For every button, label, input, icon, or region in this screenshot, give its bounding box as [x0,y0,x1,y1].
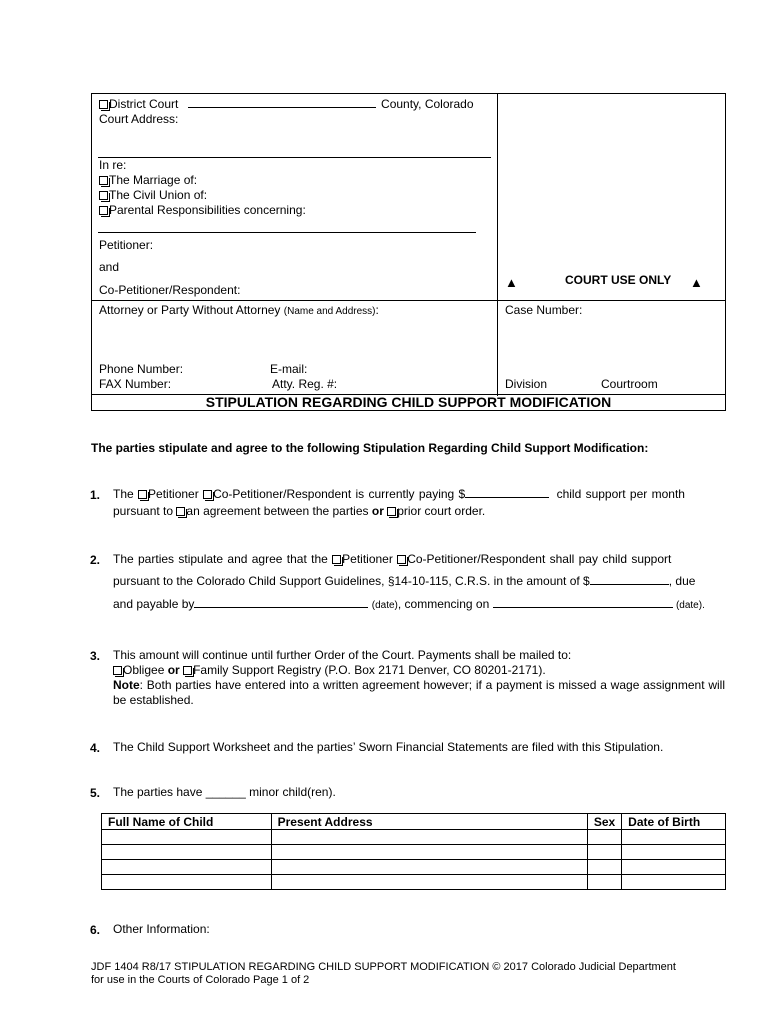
parental-checkbox[interactable] [99,206,108,215]
child-address-cell[interactable] [271,860,587,875]
atty-reg-label: Atty. Reg. #: [272,377,338,391]
item-3-line-2: Obligee or Family Support Registry (P.O. Box 2171 Denver, CO 80201-2171). [113,663,725,678]
item-6: Other Information: [113,922,210,936]
arrow-up-icon: ▲ [505,275,518,290]
item-4: The Child Support Worksheet and the parties’ Sworn Financial Statements are filed with this Stipulation. [113,740,664,754]
registry-checkbox[interactable] [183,666,192,675]
item-number: 6. [90,923,101,937]
item2-petitioner-checkbox[interactable] [332,555,341,564]
commencing-date-field[interactable] [493,597,673,608]
child-address-cell[interactable] [271,845,587,860]
child-dob-cell[interactable] [622,830,726,845]
party-name-line[interactable] [98,232,476,233]
column-header: Date of Birth [622,814,726,830]
marriage-row: The Marriage of: [99,173,197,187]
child-dob-cell[interactable] [622,845,726,860]
item1-petitioner-checkbox[interactable] [138,490,147,499]
attorney-label: Attorney or Party Without Attorney (Name and Address): [99,303,379,317]
child-address-cell[interactable] [271,875,587,890]
child-name-cell[interactable] [102,845,272,860]
child-address-cell[interactable] [271,830,587,845]
item-2: The parties stipulate and agree that the Petitioner Co-Petitioner/Respondent shall pay child support [113,552,672,566]
petitioner-label: Petitioner: [99,238,154,252]
phone-label: Phone Number: [99,362,184,376]
co-petitioner-label: Co-Petitioner/Respondent: [99,283,241,297]
item-1-line-2: pursuant to an agreement between the parties or prior court order. [113,504,486,518]
table-row [102,875,726,890]
child-name-cell[interactable] [102,830,272,845]
item2-co-petitioner-checkbox[interactable] [397,555,406,564]
payable-date-field[interactable] [194,597,368,608]
item-number: 5. [90,786,101,800]
footer-line-1: JDF 1404 R8/17 STIPULATION REGARDING CHILD SUPPORT MODIFICATION © 2017 Colorado Judicial Department [91,961,676,973]
child-sex-cell[interactable] [587,875,621,890]
district-court-row: District Court County, Colorado [99,97,474,111]
child-sex-cell[interactable] [587,830,621,845]
district-court-checkbox[interactable] [99,100,108,109]
child-dob-cell[interactable] [622,875,726,890]
court-use-only-label: COURT USE ONLY [565,273,672,287]
and-label: and [99,260,120,274]
item-number: 4. [90,741,101,755]
civil-union-checkbox[interactable] [99,191,108,200]
fax-label: FAX Number: [99,377,172,391]
caption-hline [91,300,726,301]
item-number: 1. [90,488,101,502]
in-re-label: In re: [99,158,127,172]
agreement-checkbox[interactable] [176,507,185,516]
child-dob-cell[interactable] [622,860,726,875]
item-number: 3. [90,649,101,663]
children-count-field[interactable]: ______ [205,785,246,799]
table-row [102,860,726,875]
prior-order-checkbox[interactable] [387,507,396,516]
marriage-checkbox[interactable] [99,176,108,185]
obligee-checkbox[interactable] [113,666,122,675]
county-field[interactable] [188,97,376,108]
court-address-line[interactable] [98,157,491,158]
footer-line-2: for use in the Courts of Colorado Page 1 of 2 [91,974,310,986]
children-table [101,813,726,890]
intro-text: The parties stipulate and agree to the following Stipulation Regarding Child Support Modification: [91,441,649,455]
parental-row: Parental Responsibilities concerning: [99,203,306,217]
case-number-label: Case Number: [505,303,583,317]
form-title: STIPULATION REGARDING CHILD SUPPORT MODIFICATION [205,394,612,410]
column-header: Full Name of Child [102,814,272,830]
child-name-cell[interactable] [102,860,272,875]
footer [91,961,676,987]
child-name-cell[interactable] [102,875,272,890]
email-label: E-mail: [270,362,308,376]
caption-box [91,93,726,411]
caption-divider [497,93,498,396]
item-number: 2. [90,553,101,567]
item-5: The parties have ______ minor child(ren). [113,785,336,799]
item-3-note: Note: Both parties have entered into a written agreement however; if a payment is missed a wage assignment will be established. [113,678,725,707]
item2-amount-field[interactable] [590,574,669,585]
civil-union-row: The Civil Union of: [99,188,207,202]
table-header-row [102,814,726,830]
item-1: The Petitioner Co-Petitioner/Respondent is currently paying $ child support per month [113,487,685,501]
division-label: Division [505,377,548,391]
column-header: Sex [587,814,621,830]
courtroom-label: Courtroom [601,377,658,391]
child-sex-cell[interactable] [587,860,621,875]
item-3: This amount will continue until further Order of the Court. Payments shall be mailed to: Obligee or Family Support Registry (P.O. Box 2171 Denver, CO 80201-2171). Note: Both parties have entered into a written agreement however; if a payment is missed a wage assignment will be established. [113,648,725,707]
item-2-line-2: pursuant to the Colorado Child Support Guidelines, §14-10-115, C.R.S. in the amount of $ , due [113,574,696,588]
item-2-line-3: and payable by (date), commencing on (date). [113,597,705,611]
table-row [102,845,726,860]
item1-co-petitioner-checkbox[interactable] [203,490,212,499]
column-header: Present Address [271,814,587,830]
item1-amount-field[interactable] [465,487,549,498]
court-address-label: Court Address: [99,112,179,126]
table-row [102,830,726,845]
arrow-up-icon: ▲ [690,275,703,290]
child-sex-cell[interactable] [587,845,621,860]
